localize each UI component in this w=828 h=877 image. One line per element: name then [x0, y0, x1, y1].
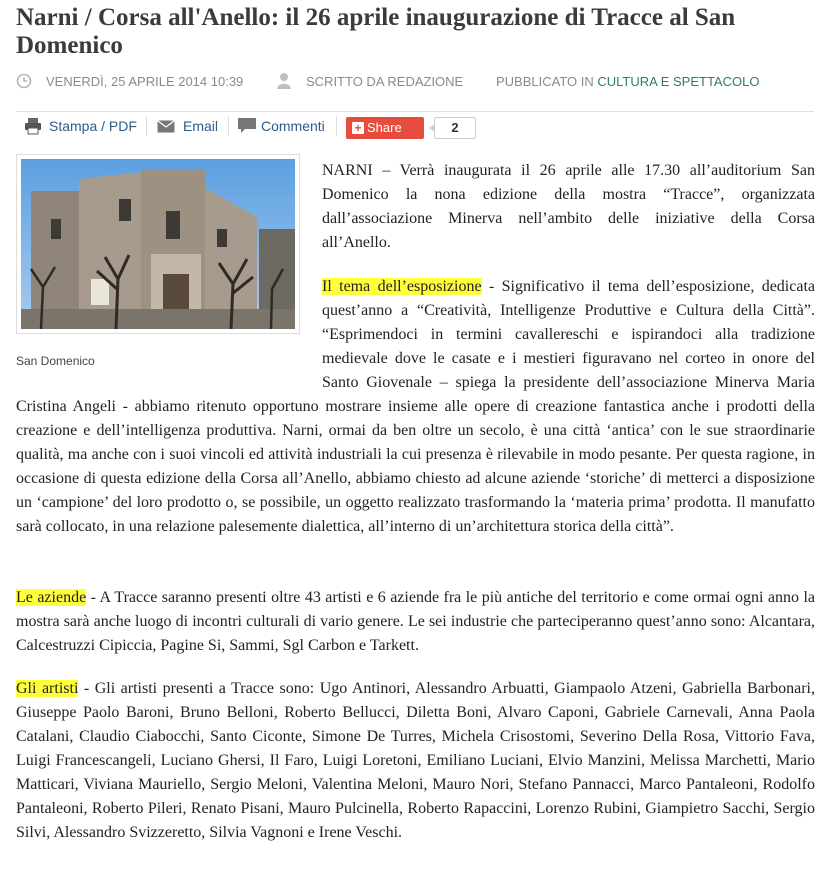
article-meta [16, 72, 816, 94]
article-published [496, 74, 759, 89]
email-link[interactable]: Email [183, 118, 219, 134]
comments-icon[interactable] [237, 117, 257, 138]
category-link[interactable]: CULTURA E SPETTACOLO [597, 74, 760, 89]
toolbar-divider [228, 116, 229, 136]
image-caption: San Domenico [16, 354, 95, 368]
user-icon [276, 72, 292, 93]
share-button[interactable] [346, 117, 424, 139]
share-count: 2 [434, 117, 476, 139]
comments-link[interactable]: Commenti [261, 118, 325, 134]
theme-paragraph [16, 275, 815, 539]
theme-text: - Significativo il tema dell’esposizione, dedicata quest’anno a “Creatività, Intelligenze Produttive e Cultura della Città”. “Esprimendoci in termini cavallereschi e ispirandoci alla tradizione medievale dove le casate e i mestieri figuravano nel corteo in onore del Santo Giovenale – spiega la presidente dell’associazione Minerva Maria Cristina Angeli - abbiamo ritenuto opportuno mostrare insieme alle opere di creazione fantastica anche i prodotti della creazione e dell’intelligenza produttiva. Narni, ormai da ben oltre un secolo, è una città ‘antica’ con le sue straordinarie qualità, ma anche con i suoi vincoli ed attività industriali la cui presenza è rilevabile in modo pesante. Per questa ragione, in occasione di questa edizione della Corsa all’Anello, abbiamo chiesto ad alcune aziende ‘storiche’ di metterci a disposizione un ‘campione’ del loro prodotto o, se possibile, un oggetto realizzato trasformando la ‘materia prima’ prodotta. Il manufatto sarà collocato, in una relazione palesemente dialettica, all’interno di un’architettura storica della città”. [16, 278, 816, 535]
print-pdf-link[interactable]: Stampa / PDF [49, 118, 137, 134]
share-label: Share [367, 120, 402, 135]
companies-text: - A Tracce saranno presenti oltre 43 artisti e 6 aziende fra le più antiche del territorio e come ormai ogni anno la mostra sarà anche luogo di incontri culturali di vario genere. Le sei industrie che parteciperanno quest’anno sono: Alcantara, Calcestruzzi Cipiccia, Pagine Si, Sammi, Sgl Carbon e Tarkett. [16, 589, 815, 654]
article-author: SCRITTO DA REDAZIONE [306, 74, 464, 89]
printer-icon[interactable] [24, 117, 42, 138]
artists-heading: Gli artisti [16, 680, 79, 697]
toolbar-divider [146, 116, 147, 136]
theme-heading: Il tema dell’esposizione [322, 278, 482, 295]
image-wrap-spacer [16, 275, 322, 395]
article-date: VENERDÌ, 25 APRILE 2014 10:39 [46, 74, 244, 89]
clock-icon [16, 73, 32, 92]
published-label: PUBBLICATO IN [496, 74, 598, 89]
plus-icon: + [352, 122, 364, 134]
companies-paragraph [16, 586, 815, 658]
artists-text: - Gli artisti presenti a Tracce sono: Ugo Antinori, Alessandro Arbuatti, Giampaolo Atzeni, Gabriella Barbonari, Giuseppe Paolo Baroni, Bruno Belloni, Roberto Bellucci, Diletta Boni, Alvaro Caponi, Gabriele Carnevali, Anna Paola Catalani, Claudio Ciabocchi, Santo Ciconte, Simone De Turres, Michela Crisostomi, Severino Della Rosa, Vittorio Fava, Luigi Francescangeli, Luciano Ghersi, Il Faro, Luigi Loretoni, Emiliano Luciani, Elvio Manzini, Melissa Marchetti, Mario Matticari, Viviana Mauriello, Sergio Meloni, Valentina Meloni, Mauro Nori, Stefano Pannacci, Marco Pantaleoni, Rodolfo Pantaleoni, Roberto Pileri, Renato Pisani, Mauro Pulcinella, Roberto Rapaccini, Lorenzo Rubini, Giampietro Sacchi, Sergio Silvi, Alessandro Svizzeretto, Silvia Vagnoni e Irene Veschi. [16, 680, 815, 841]
email-icon[interactable] [157, 120, 175, 136]
article-toolbar [16, 111, 814, 142]
intro-paragraph: NARNI – Verrà inaugurata il 26 aprile alle 17.30 all’auditorium San Domenico la nona edizione della mostra “Tracce”, organizzata dall’associazione Minerva nell’ambito delle iniziative della Corsa all’Anello. [322, 162, 815, 251]
companies-heading: Le aziende [16, 589, 87, 606]
artists-paragraph [16, 677, 815, 845]
toolbar-divider [336, 116, 337, 136]
article-title: Narni / Corsa all'Anello: il 26 aprile inaugurazione di Tracce al San Domenico [16, 4, 736, 59]
